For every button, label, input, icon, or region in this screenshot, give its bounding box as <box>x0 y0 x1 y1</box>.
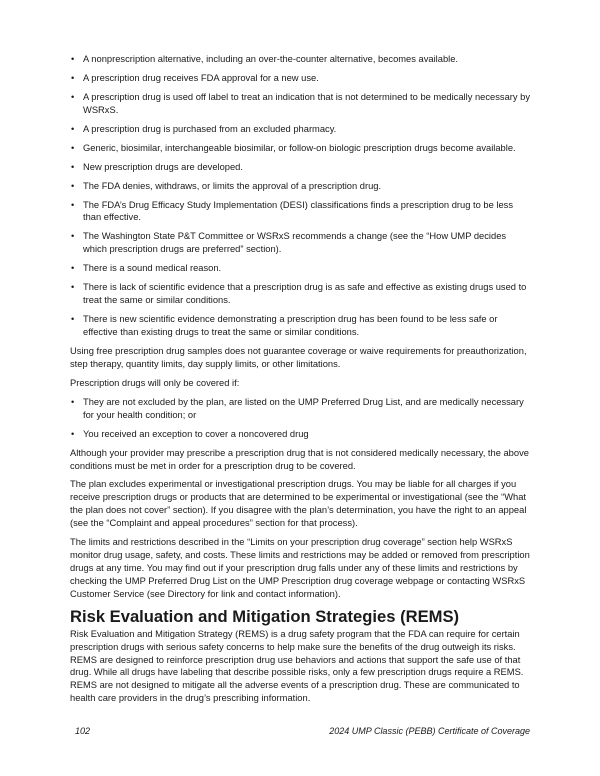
bullet-list-changes <box>70 53 532 339</box>
list-item: • They are not excluded by the plan, are listed on the UMP Preferred Drug List, and are medically necessary for your health condition; or <box>70 396 532 422</box>
list-item: • The FDA’s Drug Efficacy Study Implementation (DESI) classifications finds a prescription drug to be less than effective. <box>70 199 532 225</box>
list-item: • A prescription drug receives FDA approval for a new use. <box>70 72 532 85</box>
paragraph-samples: Using free prescription drug samples does not guarantee coverage or waive requirements for preauthorization, step therapy, quantity limits, day supply limits, or other limitations. <box>70 345 527 369</box>
list-item: • Generic, biosimilar, interchangeable biosimilar, or follow-on biologic prescription drugs become available. <box>70 142 532 155</box>
list-item: • A prescription drug is used off label to treat an indication that is not determined to be medically necessary by WSRxS. <box>70 91 532 117</box>
section-heading-rems: Risk Evaluation and Mitigation Strategies (REMS) <box>70 606 460 626</box>
page-content <box>70 53 532 711</box>
paragraph-rems: Risk Evaluation and Mitigation Strategy (REMS) is a drug safety program that the FDA can require for certain prescription drugs with serious safety concerns to help make sure the benefits of the drug outweigh its risks. REMS are designed to reinforce prescription drug use behaviors and actions that support the safe use of that drug. While all drugs have labeling that describe possible risks, only a few prescription drugs require a REMS. REMS are not designed to mitigate all the adverse events of a prescription drug. These are communicated to health care providers in the drug’s prescribing information. <box>70 628 524 704</box>
paragraph-experimental: The plan excludes experimental or investigational prescription drugs. You may be liable for all charges if you receive prescription drugs or products that are determined to be experimental or investigational (see the “What the plan does not cover” section). If you disagree with the plan’s determination, you have the right to an appeal (see the “Complaint and appeal procedures” section for that process). <box>70 479 527 529</box>
document-title: 2024 UMP Classic (PEBB) Certificate of Coverage <box>329 726 530 736</box>
list-item: • A prescription drug is purchased from an excluded pharmacy. <box>70 123 532 136</box>
list-item: • The FDA denies, withdraws, or limits the approval of a prescription drug. <box>70 180 532 193</box>
paragraph-covered-if: Prescription drugs will only be covered if: <box>70 377 240 388</box>
list-item: • A nonprescription alternative, including an over-the-counter alternative, becomes available. <box>70 53 532 66</box>
list-item: • The Washington State P&T Committee or WSRxS recommends a change (see the “How UMP decides which prescription drugs are preferred” section). <box>70 230 532 256</box>
list-item: • You received an exception to cover a noncovered drug <box>70 428 532 441</box>
page-number: 102 <box>75 726 91 736</box>
list-item: • There is lack of scientific evidence that a prescription drug is as safe and effective as existing drugs used to treat the same or similar conditions. <box>70 281 532 307</box>
paragraph-limits: The limits and restrictions described in the “Limits on your prescription drug coverage” section help WSRxS monitor drug usage, safety, and costs. These limits and restrictions may be added or removed from prescription drugs at any time. You may find out if your prescription drug falls under any of these limits and restrictions by checking the UMP Preferred Drug List on the UMP Prescription drug coverage webpage or contacting WSRxS Customer Service (see Directory for link and contact information). <box>70 537 530 599</box>
bullet-list-covered <box>70 396 532 441</box>
list-item: • There is a sound medical reason. <box>70 262 532 275</box>
paragraph-provider: Although your provider may prescribe a prescription drug that is not considered medically necessary, the above conditions must be met in order for a prescription drug to be covered. <box>70 447 529 471</box>
list-item: • New prescription drugs are developed. <box>70 161 532 174</box>
list-item: • There is new scientific evidence demonstrating a prescription drug has been found to be less safe or effective than existing drugs to treat the same or similar conditions. <box>70 313 532 339</box>
